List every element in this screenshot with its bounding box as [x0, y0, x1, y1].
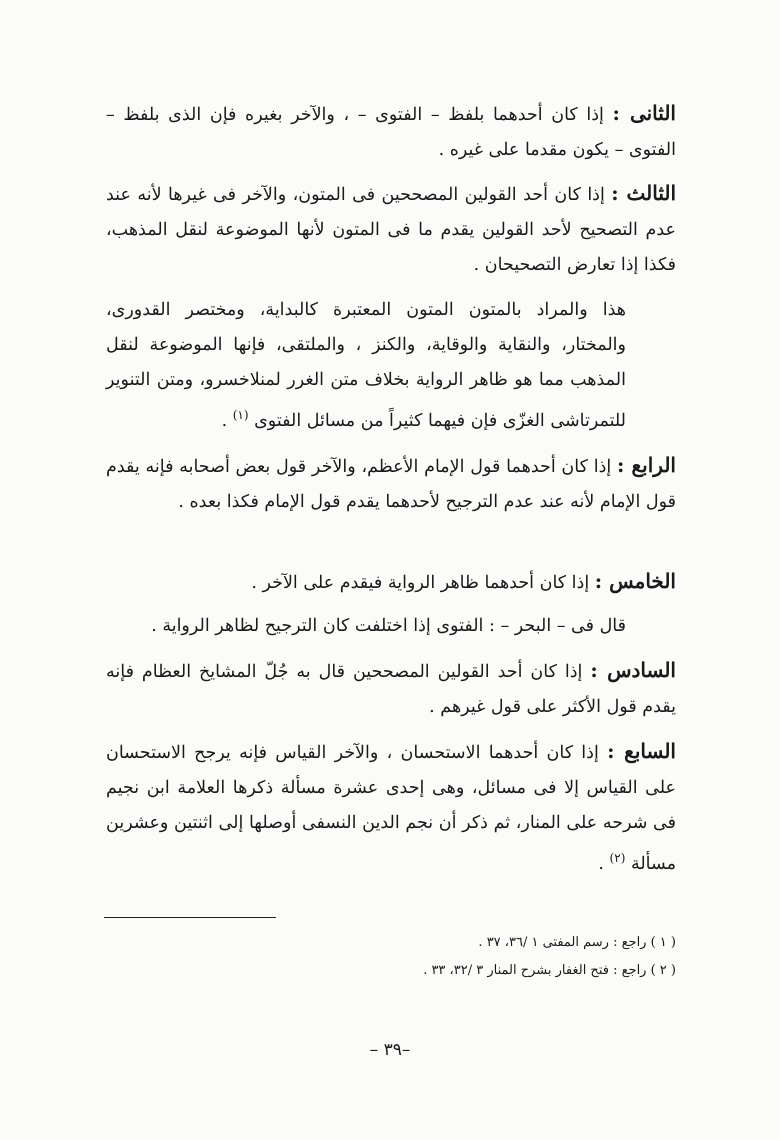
paragraph-mutun: هذا والمراد بالمتون المتون المعتبرة كالبداية، ومختصر القدورى، والمختار، والنقاية والوقاية، والكنز ، والملتقى، فإنها الموضوعة لنقل المذهب مما هو ظاهر الرواية بخلاف متن الغرر لمنلاخسرو، ومتن التنوير للتمرتاشى الغزّى فإن فيهما كثيراً من مسائل الفتوى $^{(١)}$ .: [106, 300, 626, 431]
heading-fourth: الرابع :: [616, 453, 676, 477]
paragraph-text: إذا كان أحد القولين المصححين فى المتون، والآخر فى غيرها لأنه عند عدم التصحيح لأحد القولين يقدم ما فى المتون لأنها الموضوعة لنقل المذهب، فكذا إذا تعارض التصحيحان .: [106, 185, 676, 275]
heading-sixth: السادس :: [590, 658, 676, 682]
paragraph-bahr: [106, 609, 676, 644]
paragraph-fifth: [106, 564, 676, 601]
paragraph-text: هذا والمراد بالمتون المتون المعتبرة كالبداية، ومختصر القدورى، والمختار، والنقاية والوقاية، والكنز ، والملتقى، فإنها الموضوعة لنقل المذهب مما هو ظاهر الرواية بخلاف متن الغرر لمنلاخسرو، ومتن التنوير للتمرتاشى الغزّى فإن فيهما كثيراً من مسائل الفتوى: [106, 300, 626, 431]
footnote-divider: [104, 917, 276, 918]
paragraph-second: [106, 96, 676, 168]
footnote-2: ( ٢ ) راجع : فتح الغفار بشرح المنار ٣ /٣٢، ٣٣ .: [423, 963, 676, 978]
page-number: –٣٩ –: [369, 1040, 411, 1060]
footnote-ref: (١): [232, 408, 249, 422]
paragraph-third: [106, 176, 676, 283]
paragraph-text: إذا كان أحدهما بلفظ – الفتوى – ، والآخر بغيره فإن الذى بلفظ – الفتوى – يكون مقدما على غيره .: [106, 105, 676, 160]
heading-fifth: الخامس :: [594, 569, 676, 593]
paragraph-text: إذا كان أحدهما ظاهر الرواية فيقدم على الآخر .: [251, 573, 590, 593]
paragraph-text: إذا كان أحدهما قول الإمام الأعظم، والآخر قول بعض أصحابه فإنه يقدم قول الإمام لأنه عند عدم الترجيح لأحدهما يقدم قول الإمام فكذا بعده .: [106, 457, 676, 512]
footnote-1: ( ١ ) راجع : رسم المفتى ١ /٣٦، ٣٧ .: [478, 935, 676, 950]
footnote-ref: (٢): [609, 851, 626, 865]
heading-second: الثانى :: [612, 101, 676, 125]
paragraph-seventh: السابع : إذا كان أحدهما الاستحسان ، والآخر القياس فإنه يرجح الاستحسان على القياس إلا فى مسائل، وهى إحدى عشرة مسألة ذكرها العلامة ابن نجيم فى شرحه على المنار، ثم ذكر أن نجم الدين النسفى أوصلها إلى اثنتين وعشرين مسألة $^{(٢)}$ .: [106, 739, 676, 874]
paragraph-text: إذا كان أحدهما الاستحسان ، والآخر القياس فإنه يرجح الاستحسان على القياس إلا فى مسائل، وهى إحدى عشرة مسألة ذكرها العلامة ابن نجيم فى شرحه على المنار، ثم ذكر أن نجم الدين النسفى أوصلها إلى اثنتين وعشرين مسألة: [106, 743, 676, 874]
paragraph-sixth: [106, 653, 676, 725]
paragraph-fourth: [106, 448, 676, 520]
paragraph-text: قال فى – البحر – : الفتوى إذا اختلفت كان الترجيح لظاهر الرواية .: [151, 616, 626, 636]
heading-seventh: السابع :: [607, 739, 676, 763]
heading-third: الثالث :: [611, 181, 676, 205]
paragraph-text: إذا كان أحد القولين المصححين قال به جُلّ المشايخ العظام فإنه يقدم قول الأكثر على قول غيرهم .: [106, 662, 676, 717]
